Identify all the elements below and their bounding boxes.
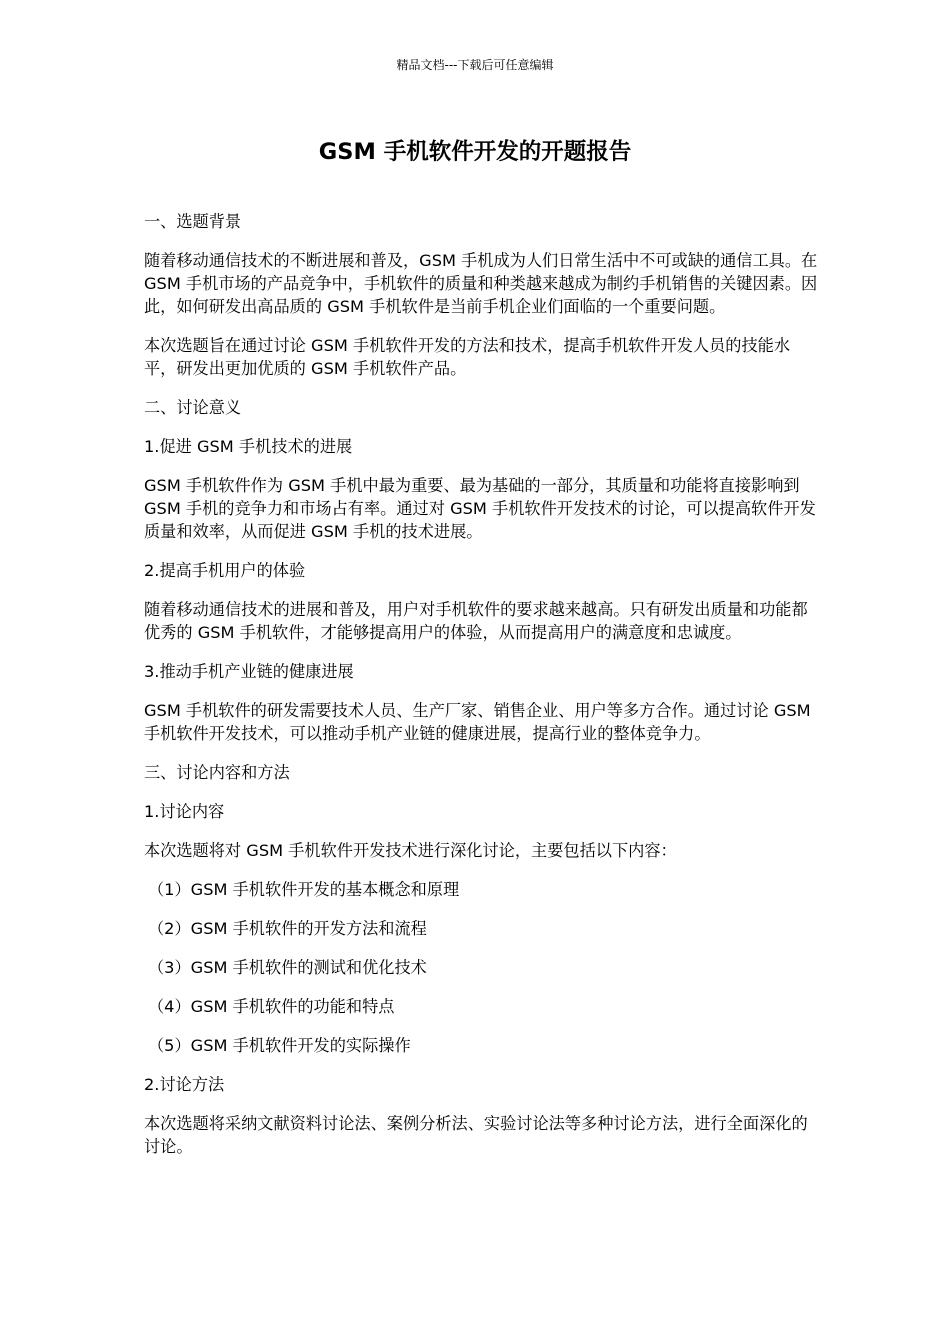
- list-item: （2）GSM 手机软件的开发方法和流程: [148, 919, 427, 938]
- section-heading-content-methods: 三、讨论内容和方法: [144, 763, 290, 782]
- paragraph: 随着移动通信技术的进展和普及，用户对手机软件的要求越来越高。只有研发出质量和功能都优秀的 GSM 手机软件，才能够提高用户的体验，从而提高用户的满意度和忠诚度。: [144, 600, 808, 642]
- list-item: （1）GSM 手机软件开发的基本概念和原理: [148, 880, 460, 899]
- document-title: GSM 手机软件开发的开题报告: [318, 139, 632, 165]
- list-item: （4）GSM 手机软件的功能和特点: [148, 997, 395, 1016]
- paragraph: GSM 手机软件作为 GSM 手机中最为重要、最为基础的一部分，其质量和功能将直接影响到 GSM 手机的竞争力和市场占有率。通过对 GSM 手机软件开发技术的讨论，可以提高软件开发质量和效率，从而促进 GSM 手机的技术进展。: [144, 476, 816, 541]
- subheading: 3.推动手机产业链的健康进展: [144, 662, 354, 681]
- paragraph: 本次选题将对 GSM 手机软件开发技术进行深化讨论，主要包括以下内容：: [144, 841, 677, 860]
- paragraph: 本次选题旨在通过讨论 GSM 手机软件开发的方法和技术，提高手机软件开发人员的技能水平，研发出更加优质的 GSM 手机软件产品。: [144, 336, 791, 378]
- document-body: [144, 210, 820, 1174]
- section-heading-significance: 二、讨论意义: [144, 398, 242, 417]
- paragraph: 随着移动通信技术的不断进展和普及，GSM 手机成为人们日常生活中不可或缺的通信工具。在 GSM 手机市场的产品竞争中，手机软件的质量和种类越来越成为制约手机销售的关键因素。因此，如何研发出高品质的 GSM 手机软件是当前手机企业们面临的一个重要问题。: [144, 251, 818, 316]
- subheading: 1.促进 GSM 手机技术的进展: [144, 437, 353, 456]
- list-item: （5）GSM 手机软件开发的实际操作: [148, 1036, 411, 1055]
- paragraph: 本次选题将采纳文献资料讨论法、案例分析法、实验讨论法等多种讨论方法，进行全面深化的讨论。: [144, 1114, 808, 1156]
- section-heading-background: 一、选题背景: [144, 212, 242, 231]
- paragraph: GSM 手机软件的研发需要技术人员、生产厂家、销售企业、用户等多方合作。通过讨论 GSM 手机软件开发技术，可以推动手机产业链的健康进展，提高行业的整体竞争力。: [144, 701, 811, 743]
- subheading: 2.讨论方法: [144, 1075, 225, 1094]
- header-note: 精品文档---下载后可任意编辑: [396, 58, 554, 72]
- subheading: 1.讨论内容: [144, 802, 225, 821]
- subheading: 2.提高手机用户的体验: [144, 561, 306, 580]
- list-item: （3）GSM 手机软件的测试和优化技术: [148, 958, 427, 977]
